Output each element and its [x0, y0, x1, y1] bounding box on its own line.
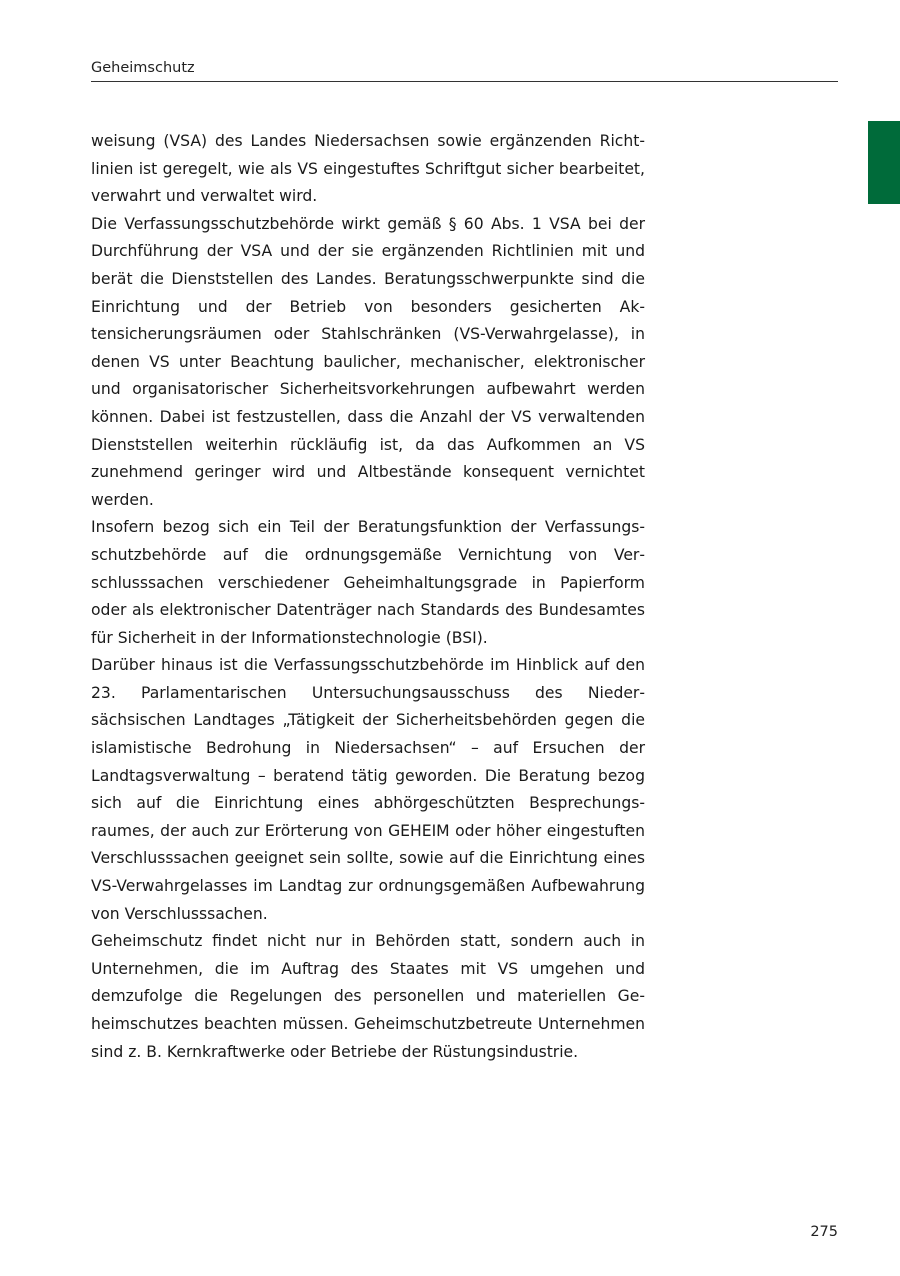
page-number: 275: [810, 1224, 838, 1240]
paragraph-2: Die Verfassungsschutzbehörde wirkt gemäß § 60 Abs. 1 VSA bei der Durchführung der VSA und der sie ergänzenden Richtlinien mit und berät die Dienststellen des Landes. Beratungsschwerpunkte sind die Einrichtung und der Betrieb von besonders gesicherten Aktensicherungsräumen oder Stahlschränken (VS-Verwahrgelasse), in denen VS unter Beachtung baulicher, mechanischer, elektronischer und organisatorischer Sicherheitsvorkehrungen aufbewahrt werden können. Dabei ist festzustellen, dass die Anzahl der VS verwaltenden Dienststellen weiterhin rückläufig ist, da das Aufkommen an VS zunehmend geringer wird und Altbestände konsequent vernichtet werden.: [91, 214, 645, 509]
header-rule: [91, 81, 838, 82]
running-header: Geheimschutz: [91, 60, 195, 76]
paragraph-5: Geheimschutz findet nicht nur in Behörden statt, sondern auch in Unternehmen, die im Auftrag des Staates mit VS umgehen und demzufolge die Regelungen des personellen und materiellen Geheimschutzes beachten müssen. Geheimschutzbetreute Unternehmen sind z. B. Kernkraftwerke oder Betriebe der Rüstungsindustrie.: [91, 932, 645, 1061]
paragraph-4: Darüber hinaus ist die Verfassungsschutzbehörde im Hinblick auf den 23. Parlamentarischen Untersuchungsausschuss des Niedersächsischen Landtages „Tätigkeit der Sicherheitsbehörden gegen die islamistische Bedrohung in Niedersachsen“ – auf Ersuchen der Landtagsverwaltung – beratend tätig geworden. Die Beratung bezog sich auf die Einrichtung eines abhörgeschützten Besprechungsraumes, der auch zur Erörterung von GEHEIM oder höher eingestuften Verschlusssachen geeignet sein sollte, sowie auf die Einrichtung eines VS-Verwahrgelasses im Landtag zur ordnungsgemäßen Aufbewahrung von Verschlusssachen.: [91, 656, 645, 923]
body-text: [91, 128, 645, 1066]
section-tab-marker: [868, 121, 900, 204]
paragraph-3: Insofern bezog sich ein Teil der Beratungsfunktion der Verfassungsschutzbehörde auf die ordnungsgemäße Vernichtung von Verschlusssachen verschiedener Geheimhaltungsgrade in Papierform oder als elektronischer Datenträger nach Standards des Bundesamtes für Sicherheit in der Informationstechnologie (BSI).: [91, 518, 645, 647]
paragraph-1: weisung (VSA) des Landes Niedersachsen sowie ergänzenden Richtlinien ist geregelt, wie als VS eingestuftes Schriftgut sicher bearbeitet, verwahrt und verwaltet wird.: [91, 132, 645, 206]
